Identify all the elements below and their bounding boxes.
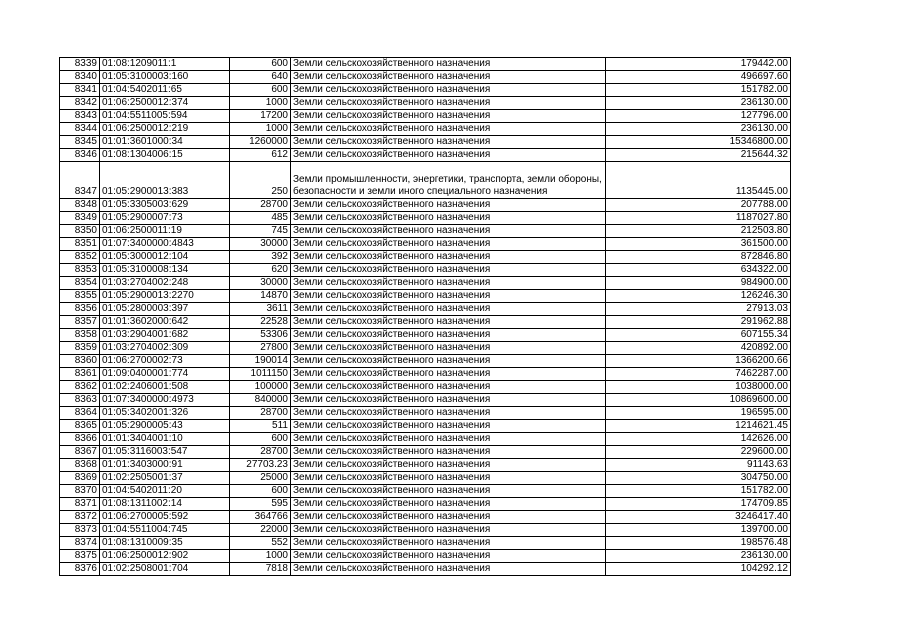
table-row (60, 355, 791, 368)
area-cell: 250 (230, 162, 291, 199)
table-row (60, 524, 791, 537)
area-cell: 14870 (230, 290, 291, 303)
cadastral-number-cell: 01:05:3100003:160 (100, 71, 230, 84)
cadastral-value-cell: 151782.00 (606, 485, 791, 498)
table-row (60, 238, 791, 251)
area-cell: 28700 (230, 407, 291, 420)
row-number-cell: 8352 (60, 251, 100, 264)
row-number-cell: 8363 (60, 394, 100, 407)
cadastral-value-cell: 872846.80 (606, 251, 791, 264)
land-category-cell: Земли сельскохозяйственного назначения (291, 563, 606, 576)
cadastral-value-cell: 984900.00 (606, 277, 791, 290)
area-cell: 745 (230, 225, 291, 238)
cadastral-value-cell: 151782.00 (606, 84, 791, 97)
cadastral-number-cell: 01:05:3116003:547 (100, 446, 230, 459)
area-cell: 53306 (230, 329, 291, 342)
land-category-cell: Земли сельскохозяйственного назначения (291, 251, 606, 264)
row-number-cell: 8361 (60, 368, 100, 381)
cadastral-value-cell: 1214621.45 (606, 420, 791, 433)
land-category-cell: Земли сельскохозяйственного назначения (291, 472, 606, 485)
table-row (60, 290, 791, 303)
row-number-cell: 8358 (60, 329, 100, 342)
land-category-cell: Земли сельскохозяйственного назначения (291, 342, 606, 355)
row-number-cell: 8354 (60, 277, 100, 290)
table-row (60, 199, 791, 212)
land-category-cell: Земли сельскохозяйственного назначения (291, 149, 606, 162)
table-body (60, 58, 791, 576)
area-cell: 1000 (230, 123, 291, 136)
land-category-cell: Земли сельскохозяйственного назначения (291, 84, 606, 97)
cadastral-value-cell: 1366200.66 (606, 355, 791, 368)
area-cell: 28700 (230, 199, 291, 212)
land-category-cell: Земли сельскохозяйственного назначения (291, 316, 606, 329)
cadastral-value-cell: 1038000.00 (606, 381, 791, 394)
table-row (60, 407, 791, 420)
cadastral-number-cell: 01:04:5511004:745 (100, 524, 230, 537)
cadastral-value-cell: 127796.00 (606, 110, 791, 123)
area-cell: 27703.23 (230, 459, 291, 472)
area-cell: 1000 (230, 550, 291, 563)
cadastral-value-cell: 236130.00 (606, 550, 791, 563)
cadastral-value-cell: 15346800.00 (606, 136, 791, 149)
table-row (60, 58, 791, 71)
table-row (60, 498, 791, 511)
cadastral-number-cell: 01:01:3602000:642 (100, 316, 230, 329)
cadastral-value-cell: 104292.12 (606, 563, 791, 576)
cadastral-number-cell: 01:06:2500012:902 (100, 550, 230, 563)
cadastral-number-cell: 01:02:2406001:508 (100, 381, 230, 394)
land-category-cell: Земли сельскохозяйственного назначения (291, 238, 606, 251)
cadastral-number-cell: 01:07:3400000:4843 (100, 238, 230, 251)
cadastral-value-cell: 212503.80 (606, 225, 791, 238)
area-cell: 640 (230, 71, 291, 84)
area-cell: 30000 (230, 238, 291, 251)
land-category-cell: Земли сельскохозяйственного назначения (291, 485, 606, 498)
row-number-cell: 8369 (60, 472, 100, 485)
area-cell: 3611 (230, 303, 291, 316)
area-cell: 600 (230, 84, 291, 97)
table-row (60, 225, 791, 238)
table-row (60, 368, 791, 381)
land-category-cell: Земли сельскохозяйственного назначения (291, 368, 606, 381)
land-category-cell: Земли сельскохозяйственного назначения (291, 394, 606, 407)
row-number-cell: 8357 (60, 316, 100, 329)
area-cell: 485 (230, 212, 291, 225)
cadastral-number-cell: 01:05:3305003:629 (100, 199, 230, 212)
row-number-cell: 8372 (60, 511, 100, 524)
area-cell: 595 (230, 498, 291, 511)
cadastral-value-cell: 229600.00 (606, 446, 791, 459)
table-row (60, 394, 791, 407)
area-cell: 1000 (230, 97, 291, 110)
area-cell: 600 (230, 433, 291, 446)
land-category-cell: Земли сельскохозяйственного назначения (291, 225, 606, 238)
area-cell: 620 (230, 264, 291, 277)
row-number-cell: 8374 (60, 537, 100, 550)
land-category-cell: Земли сельскохозяйственного назначения (291, 550, 606, 563)
cadastral-number-cell: 01:05:2900007:73 (100, 212, 230, 225)
land-category-cell: Земли сельскохозяйственного назначения (291, 459, 606, 472)
cadastral-number-cell: 01:08:1311002:14 (100, 498, 230, 511)
cadastral-value-cell: 1135445.00 (606, 162, 791, 199)
cadastral-number-cell: 01:05:2900013:2270 (100, 290, 230, 303)
area-cell: 1260000 (230, 136, 291, 149)
cadastral-value-cell: 179442.00 (606, 58, 791, 71)
land-category-cell: Земли сельскохозяйственного назначения (291, 498, 606, 511)
cadastral-value-cell: 207788.00 (606, 199, 791, 212)
row-number-cell: 8353 (60, 264, 100, 277)
land-category-cell: Земли сельскохозяйственного назначения (291, 199, 606, 212)
row-number-cell: 8366 (60, 433, 100, 446)
area-cell: 840000 (230, 394, 291, 407)
cadastral-number-cell: 01:02:2508001:704 (100, 563, 230, 576)
cadastral-number-cell: 01:01:3403000:91 (100, 459, 230, 472)
cadastral-number-cell: 01:05:3402001:326 (100, 407, 230, 420)
cadastral-value-cell: 607155.34 (606, 329, 791, 342)
cadastral-number-cell: 01:05:2900013:383 (100, 162, 230, 199)
area-cell: 600 (230, 485, 291, 498)
table-row (60, 329, 791, 342)
land-category-cell: Земли сельскохозяйственного назначения (291, 303, 606, 316)
cadastral-number-cell: 01:01:3404001:10 (100, 433, 230, 446)
land-category-cell: Земли сельскохозяйственного назначения (291, 524, 606, 537)
table-row (60, 264, 791, 277)
area-cell: 22000 (230, 524, 291, 537)
cadastral-number-cell: 01:05:3000012:104 (100, 251, 230, 264)
row-number-cell: 8375 (60, 550, 100, 563)
area-cell: 25000 (230, 472, 291, 485)
table-row (60, 277, 791, 290)
row-number-cell: 8360 (60, 355, 100, 368)
area-cell: 552 (230, 537, 291, 550)
cadastral-number-cell: 01:04:5402011:20 (100, 485, 230, 498)
cadastral-value-cell: 1187027.80 (606, 212, 791, 225)
cadastral-value-cell: 3246417.40 (606, 511, 791, 524)
cadastral-number-cell: 01:07:3400000:4973 (100, 394, 230, 407)
cadastral-number-cell: 01:06:2500012:219 (100, 123, 230, 136)
table-row (60, 303, 791, 316)
cadastral-value-cell: 215644.32 (606, 149, 791, 162)
area-cell: 392 (230, 251, 291, 264)
cadastral-value-cell: 91143.63 (606, 459, 791, 472)
row-number-cell: 8365 (60, 420, 100, 433)
table-row (60, 472, 791, 485)
table-row (60, 136, 791, 149)
land-category-cell: Земли сельскохозяйственного назначения (291, 407, 606, 420)
land-category-cell: Земли сельскохозяйственного назначения (291, 446, 606, 459)
table-row (60, 342, 791, 355)
cadastral-value-cell: 236130.00 (606, 97, 791, 110)
cadastral-number-cell: 01:08:1304006:15 (100, 149, 230, 162)
area-cell: 17200 (230, 110, 291, 123)
row-number-cell: 8367 (60, 446, 100, 459)
land-category-cell: Земли сельскохозяйственного назначения (291, 58, 606, 71)
cadastral-value-cell: 139700.00 (606, 524, 791, 537)
land-category-cell: Земли сельскохозяйственного назначения (291, 110, 606, 123)
row-number-cell: 8371 (60, 498, 100, 511)
cadastral-number-cell: 01:06:2700002:73 (100, 355, 230, 368)
row-number-cell: 8349 (60, 212, 100, 225)
land-category-cell: Земли сельскохозяйственного назначения (291, 420, 606, 433)
land-category-cell: Земли сельскохозяйственного назначения (291, 511, 606, 524)
area-cell: 612 (230, 149, 291, 162)
row-number-cell: 8370 (60, 485, 100, 498)
cadastral-number-cell: 01:04:5511005:594 (100, 110, 230, 123)
table-row (60, 251, 791, 264)
row-number-cell: 8376 (60, 563, 100, 576)
row-number-cell: 8344 (60, 123, 100, 136)
table-row (60, 149, 791, 162)
cadastral-number-cell: 01:06:2700005:592 (100, 511, 230, 524)
table-row (60, 485, 791, 498)
land-parcels-table (59, 57, 791, 576)
cadastral-number-cell: 01:06:2500012:374 (100, 97, 230, 110)
land-parcels-sheet (59, 57, 790, 576)
table-row (60, 563, 791, 576)
land-category-cell: Земли сельскохозяйственного назначения (291, 136, 606, 149)
land-category-cell: Земли сельскохозяйственного назначения (291, 71, 606, 84)
cadastral-number-cell: 01:03:2704002:248 (100, 277, 230, 290)
area-cell: 22528 (230, 316, 291, 329)
table-row (60, 71, 791, 84)
land-category-cell: Земли сельскохозяйственного назначения (291, 97, 606, 110)
cadastral-number-cell: 01:02:2505001:37 (100, 472, 230, 485)
table-row (60, 316, 791, 329)
cadastral-value-cell: 304750.00 (606, 472, 791, 485)
cadastral-value-cell: 174709.85 (606, 498, 791, 511)
row-number-cell: 8355 (60, 290, 100, 303)
row-number-cell: 8343 (60, 110, 100, 123)
area-cell: 190014 (230, 355, 291, 368)
table-row (60, 446, 791, 459)
row-number-cell: 8368 (60, 459, 100, 472)
table-row (60, 459, 791, 472)
area-cell: 30000 (230, 277, 291, 290)
cadastral-value-cell: 361500.00 (606, 238, 791, 251)
land-category-cell: Земли сельскохозяйственного назначения (291, 123, 606, 136)
area-cell: 28700 (230, 446, 291, 459)
cadastral-value-cell: 142626.00 (606, 433, 791, 446)
row-number-cell: 8351 (60, 238, 100, 251)
area-cell: 1011150 (230, 368, 291, 381)
cadastral-value-cell: 236130.00 (606, 123, 791, 136)
cadastral-value-cell: 291962.88 (606, 316, 791, 329)
area-cell: 7818 (230, 563, 291, 576)
cadastral-value-cell: 634322.00 (606, 264, 791, 277)
table-row (60, 84, 791, 97)
row-number-cell: 8348 (60, 199, 100, 212)
table-row (60, 511, 791, 524)
row-number-cell: 8342 (60, 97, 100, 110)
land-category-cell: Земли сельскохозяйственного назначения (291, 537, 606, 550)
land-category-cell: Земли сельскохозяйственного назначения (291, 433, 606, 446)
cadastral-value-cell: 10869600.00 (606, 394, 791, 407)
land-category-cell: Земли сельскохозяйственного назначения (291, 290, 606, 303)
table-row (60, 433, 791, 446)
row-number-cell: 8341 (60, 84, 100, 97)
land-category-cell: Земли сельскохозяйственного назначения (291, 355, 606, 368)
row-number-cell: 8347 (60, 162, 100, 199)
row-number-cell: 8364 (60, 407, 100, 420)
table-row (60, 381, 791, 394)
cadastral-number-cell: 01:06:2500011:19 (100, 225, 230, 238)
land-category-cell: Земли сельскохозяйственного назначения (291, 212, 606, 225)
area-cell: 511 (230, 420, 291, 433)
table-row (60, 97, 791, 110)
row-number-cell: 8356 (60, 303, 100, 316)
cadastral-value-cell: 27913.03 (606, 303, 791, 316)
land-category-cell: Земли сельскохозяйственного назначения (291, 381, 606, 394)
cadastral-number-cell: 01:01:3601000:34 (100, 136, 230, 149)
cadastral-number-cell: 01:03:2904001:682 (100, 329, 230, 342)
cadastral-number-cell: 01:04:5402011:65 (100, 84, 230, 97)
cadastral-value-cell: 196595.00 (606, 407, 791, 420)
cadastral-number-cell: 01:09:0400001:774 (100, 368, 230, 381)
row-number-cell: 8359 (60, 342, 100, 355)
row-number-cell: 8362 (60, 381, 100, 394)
cadastral-number-cell: 01:05:2800003:397 (100, 303, 230, 316)
area-cell: 600 (230, 58, 291, 71)
land-category-cell: Земли промышленности, энергетики, транспорта, земли обороны, безопасности и земли иного специального назначения (291, 162, 606, 199)
cadastral-value-cell: 7462287.00 (606, 368, 791, 381)
table-row (60, 110, 791, 123)
table-row (60, 162, 791, 199)
row-number-cell: 8350 (60, 225, 100, 238)
row-number-cell: 8340 (60, 71, 100, 84)
table-row (60, 123, 791, 136)
area-cell: 27800 (230, 342, 291, 355)
cadastral-number-cell: 01:08:1209011:1 (100, 58, 230, 71)
row-number-cell: 8339 (60, 58, 100, 71)
area-cell: 100000 (230, 381, 291, 394)
cadastral-number-cell: 01:03:2704002:309 (100, 342, 230, 355)
area-cell: 364766 (230, 511, 291, 524)
row-number-cell: 8373 (60, 524, 100, 537)
cadastral-value-cell: 126246.30 (606, 290, 791, 303)
cadastral-number-cell: 01:05:3100008:134 (100, 264, 230, 277)
land-category-cell: Земли сельскохозяйственного назначения (291, 264, 606, 277)
table-row (60, 212, 791, 225)
row-number-cell: 8345 (60, 136, 100, 149)
land-category-cell: Земли сельскохозяйственного назначения (291, 277, 606, 290)
table-row (60, 550, 791, 563)
table-row (60, 537, 791, 550)
cadastral-value-cell: 496697.60 (606, 71, 791, 84)
row-number-cell: 8346 (60, 149, 100, 162)
cadastral-value-cell: 420892.00 (606, 342, 791, 355)
cadastral-value-cell: 198576.48 (606, 537, 791, 550)
table-row (60, 420, 791, 433)
land-category-cell: Земли сельскохозяйственного назначения (291, 329, 606, 342)
cadastral-number-cell: 01:08:1310009:35 (100, 537, 230, 550)
cadastral-number-cell: 01:05:2900005:43 (100, 420, 230, 433)
